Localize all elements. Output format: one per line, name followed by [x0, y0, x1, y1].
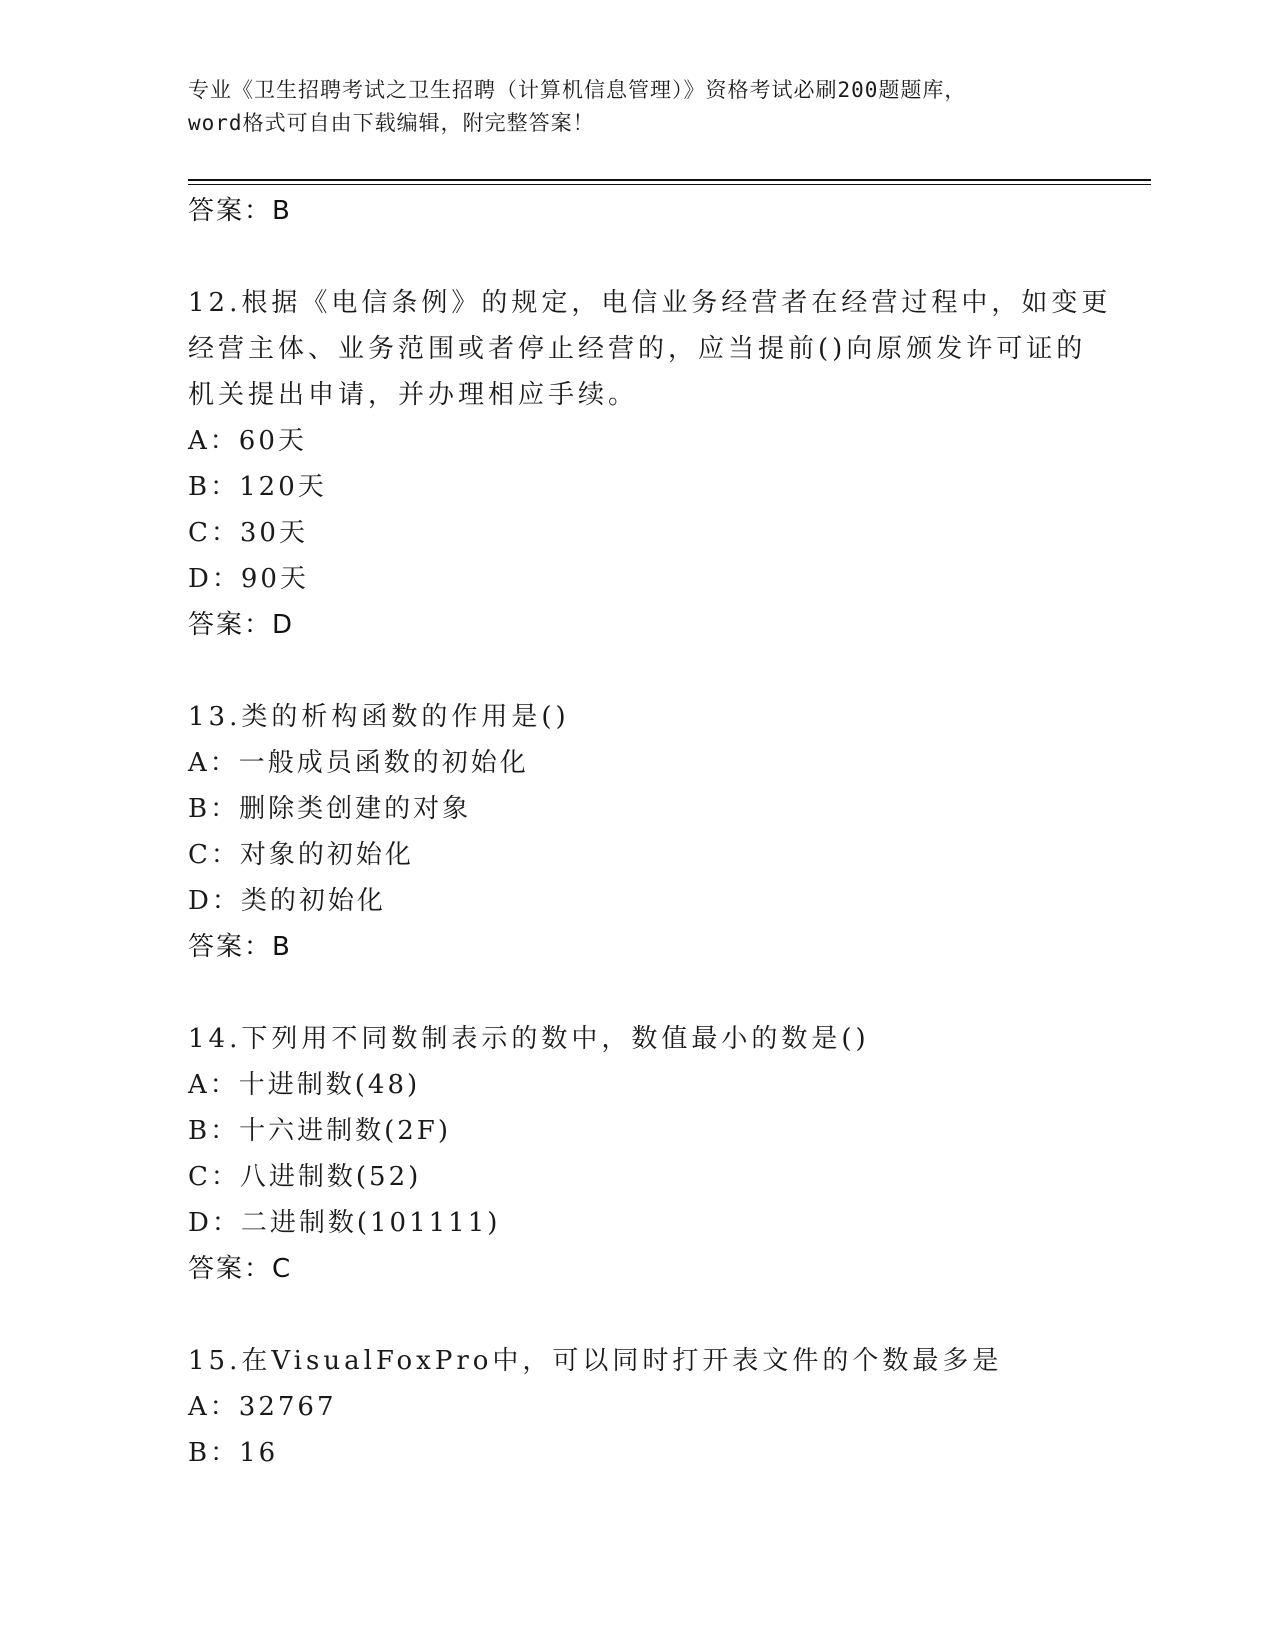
- question-13-line-1: 13.类的析构函数的作用是(): [188, 702, 570, 732]
- question-12-line-2: 经营主体、业务范围或者停止经营的，应当提前()向原颁发许可证的: [188, 334, 1087, 364]
- answer-previous: 答案：B: [188, 196, 292, 226]
- question-12-answer: 答案：D: [188, 610, 295, 640]
- question-14-answer: 答案：C: [188, 1254, 293, 1284]
- spacer: [188, 1292, 1088, 1338]
- question-13-option-d: D：类的初始化: [188, 886, 386, 916]
- question-14-option-b: B：十六进制数(2F): [188, 1116, 451, 1146]
- header-divider-thick: [188, 179, 1151, 181]
- question-14-line-1: 14.下列用不同数制表示的数中，数值最小的数是(): [188, 1024, 870, 1054]
- question-12-line-3: 机关提出申请，并办理相应手续。: [188, 380, 639, 410]
- question-15-option-a: A：32767: [188, 1392, 337, 1422]
- question-13: [188, 694, 1088, 740]
- spacer: [188, 970, 1088, 1016]
- question-15-option-b: B：16: [188, 1438, 279, 1468]
- question-13-option-c: C：对象的初始化: [188, 840, 414, 870]
- question-12-line-1: 12.根据《电信条例》的规定，电信业务经营者在经营过程中，如变更: [188, 288, 1112, 318]
- question-14: [188, 1016, 1088, 1062]
- question-13-answer: 答案：B: [188, 932, 292, 962]
- question-13-option-b: B：删除类创建的对象: [188, 794, 472, 824]
- header-line-2: word格式可自由下载编辑，附完整答案！: [188, 111, 595, 135]
- question-12-option-c: C：30天: [188, 518, 308, 548]
- question-12-option-b: B：120天: [188, 472, 327, 502]
- document-header: [188, 74, 1088, 140]
- question-14-option-d: D：二进制数(101111): [188, 1208, 501, 1238]
- question-12-option-d: D：90天: [188, 564, 309, 594]
- question-15: [188, 1338, 1088, 1384]
- question-list: [188, 188, 1112, 1476]
- question-15-line-1: 15.在VisualFoxPro中，可以同时打开表文件的个数最多是: [188, 1346, 1003, 1376]
- question-13-option-a: A：一般成员函数的初始化: [188, 748, 529, 778]
- question-14-option-a: A：十进制数(48): [188, 1070, 421, 1100]
- spacer: [188, 648, 1088, 694]
- question-12-option-a: A：60天: [188, 426, 307, 456]
- header-divider-thin: [188, 184, 1151, 185]
- question-12: [188, 280, 1112, 418]
- header-line-1: 专业《卫生招聘考试之卫生招聘（计算机信息管理）》资格考试必刷200题题库，: [188, 78, 967, 102]
- question-14-option-c: C：八进制数(52): [188, 1162, 422, 1192]
- spacer: [188, 234, 1088, 280]
